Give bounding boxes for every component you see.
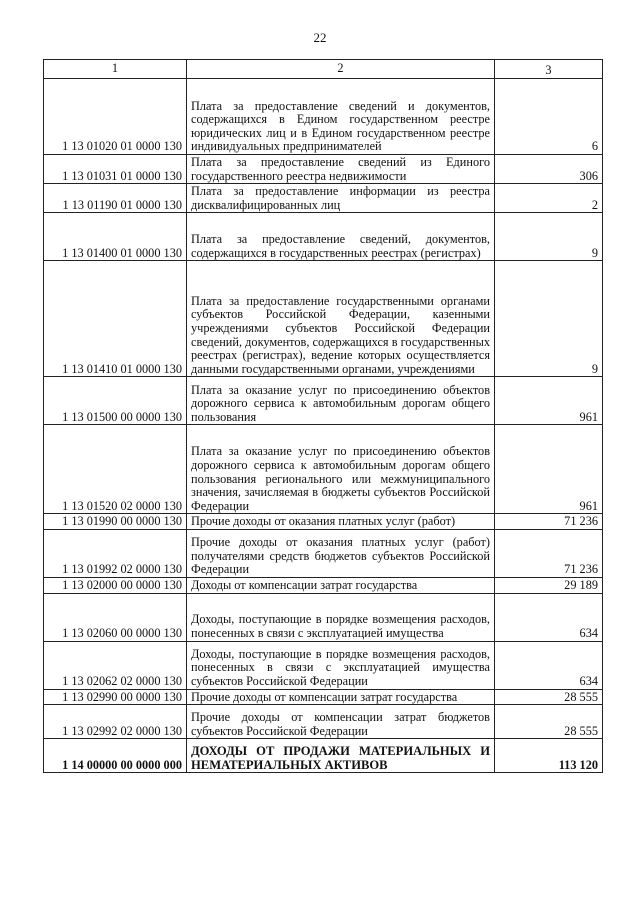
table-body xyxy=(44,79,603,773)
table-row xyxy=(44,184,603,213)
row-name: Плата за предоставление сведений, документов, содержащихся в государственных реестрах (регистрах) xyxy=(187,213,495,261)
table-row xyxy=(44,593,603,641)
row-code: 1 13 02992 02 0000 130 xyxy=(44,705,187,739)
row-amount: 6 xyxy=(495,79,603,155)
table-row xyxy=(44,641,603,689)
table-row xyxy=(44,514,603,530)
table-row xyxy=(44,79,603,155)
column-header-amount: 3 xyxy=(495,60,603,79)
table-row xyxy=(44,425,603,514)
row-amount: 113 120 xyxy=(495,739,603,773)
header-row xyxy=(44,60,603,79)
table-row xyxy=(44,155,603,184)
row-amount: 71 236 xyxy=(495,514,603,530)
table-header xyxy=(44,60,603,79)
table-row xyxy=(44,577,603,593)
row-name: Прочие доходы от оказания платных услуг (работ) получателями средств бюджетов субъектов Российской Федерации xyxy=(187,529,495,577)
row-code: 1 13 01020 01 0000 130 xyxy=(44,79,187,155)
row-code: 1 13 02060 00 0000 130 xyxy=(44,593,187,641)
table-row xyxy=(44,261,603,377)
row-code: 1 14 00000 00 0000 000 xyxy=(44,739,187,773)
row-name: Прочие доходы от компенсации затрат бюджетов субъектов Российской Федерации xyxy=(187,705,495,739)
column-header-code: 1 xyxy=(44,60,187,79)
row-code: 1 13 01992 02 0000 130 xyxy=(44,529,187,577)
table-row xyxy=(44,377,603,425)
row-code: 1 13 01520 02 0000 130 xyxy=(44,425,187,514)
row-amount: 29 189 xyxy=(495,577,603,593)
row-amount: 71 236 xyxy=(495,529,603,577)
row-name: Плата за оказание услуг по присоединению объектов дорожного сервиса к автомобильным дорогам общего пользования xyxy=(187,377,495,425)
table-row xyxy=(44,213,603,261)
row-amount: 9 xyxy=(495,261,603,377)
table-row xyxy=(44,739,603,773)
row-amount: 2 xyxy=(495,184,603,213)
row-code: 1 13 01990 00 0000 130 xyxy=(44,514,187,530)
row-code: 1 13 02062 02 0000 130 xyxy=(44,641,187,689)
row-code: 1 13 01031 01 0000 130 xyxy=(44,155,187,184)
row-code: 1 13 01410 01 0000 130 xyxy=(44,261,187,377)
row-name: Плата за предоставление государственными органами субъектов Российской Федерации, казенными учреждениями субъектов Российской Федерации сведений, документов, содержащихся в государственных реестрах (регистрах), ведение которых осуществляется данными государственными органами, учреждениями xyxy=(187,261,495,377)
row-amount: 306 xyxy=(495,155,603,184)
row-amount: 9 xyxy=(495,213,603,261)
row-amount: 28 555 xyxy=(495,705,603,739)
row-code: 1 13 02990 00 0000 130 xyxy=(44,689,187,705)
row-name: Доходы, поступающие в порядке возмещения расходов, понесенных в связи с эксплуатацией имущества субъектов Российской Федерации xyxy=(187,641,495,689)
row-name: Плата за предоставление сведений и документов, содержащихся в Едином государственном реестре юридических лиц и в Едином государственном реестре индивидуальных предпринимателей xyxy=(187,79,495,155)
row-amount: 634 xyxy=(495,641,603,689)
row-name: Плата за оказание услуг по присоединению объектов дорожного сервиса к автомобильным дорогам общего пользования регионального или межмуниципального значения, зачисляемая в бюджеты субъектов Российской Федерации xyxy=(187,425,495,514)
column-header-name: 2 xyxy=(187,60,495,79)
table-row xyxy=(44,705,603,739)
revenue-table xyxy=(43,59,603,773)
table-row xyxy=(44,689,603,705)
row-name: Доходы от компенсации затрат государства xyxy=(187,577,495,593)
row-name: Прочие доходы от оказания платных услуг (работ) xyxy=(187,514,495,530)
row-amount: 634 xyxy=(495,593,603,641)
row-code: 1 13 01190 01 0000 130 xyxy=(44,184,187,213)
row-amount: 961 xyxy=(495,377,603,425)
row-name: ДОХОДЫ ОТ ПРОДАЖИ МАТЕРИАЛЬНЫХ И НЕМАТЕРИАЛЬНЫХ АКТИВОВ xyxy=(187,739,495,773)
row-name: Доходы, поступающие в порядке возмещения расходов, понесенных в связи с эксплуатацией имущества xyxy=(187,593,495,641)
row-code: 1 13 02000 00 0000 130 xyxy=(44,577,187,593)
row-name: Прочие доходы от компенсации затрат государства xyxy=(187,689,495,705)
table-row xyxy=(44,529,603,577)
row-amount: 961 xyxy=(495,425,603,514)
row-amount: 28 555 xyxy=(495,689,603,705)
row-name: Плата за предоставление сведений из Единого государственного реестра недвижимости xyxy=(187,155,495,184)
row-name: Плата за предоставление информации из реестра дисквалифицированных лиц xyxy=(187,184,495,213)
row-code: 1 13 01400 01 0000 130 xyxy=(44,213,187,261)
page-number: 22 xyxy=(313,30,327,45)
row-code: 1 13 01500 00 0000 130 xyxy=(44,377,187,425)
